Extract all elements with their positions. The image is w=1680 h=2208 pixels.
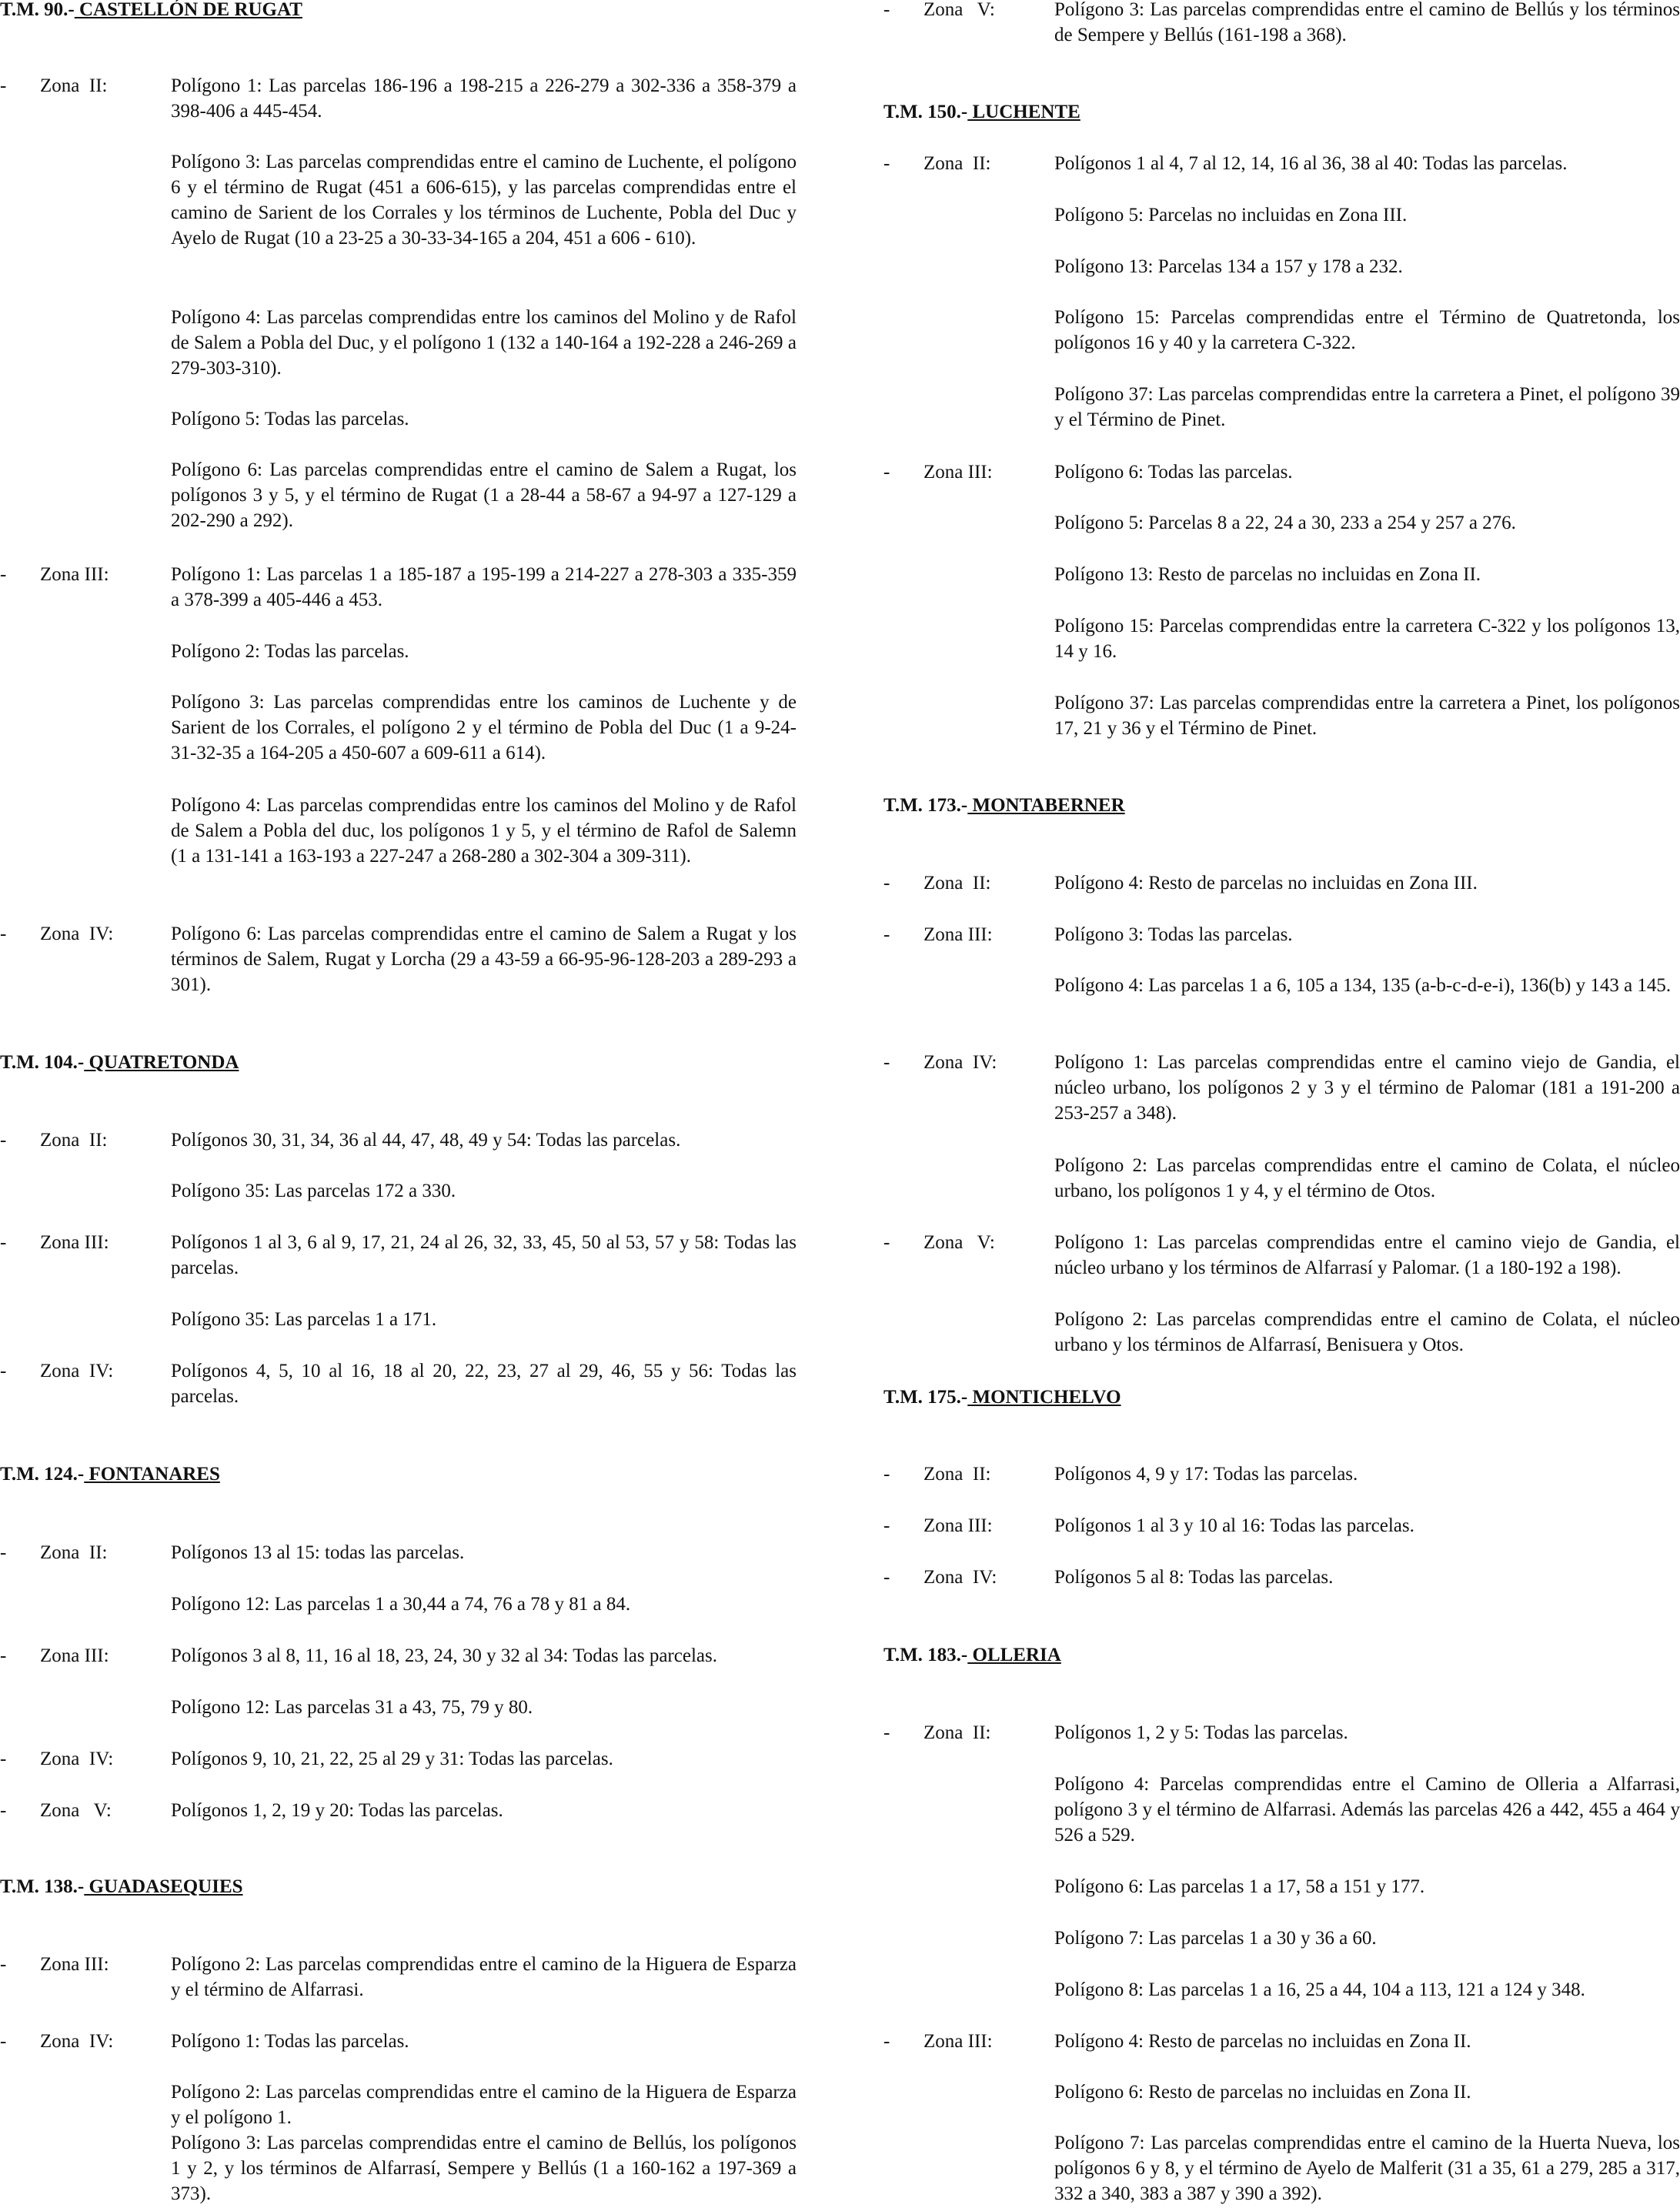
parcel-paragraph: Polígono 3: Las parcelas comprendidas entre el camino de Bellús, los polígonos 1 y 2, y los términos de Alfarrasí, Sempere y Bellús (1 a 160-162 a 197-369 a 373). [171,2133,797,2204]
parcel-paragraph: Polígono 7: Las parcelas comprendidas entre el camino de la Huerta Nueva, los polígonos 6 y 8, y el término de Ayelo de Malferit (31 a 35, 61 a 279, 285 a 317, 332 a 340, 383 a 387 y 390 a 392). [1054,2133,1680,2204]
parcel-paragraph: Polígono 2: Las parcelas comprendidas entre el camino de la Higuera de Esparza y el término de Alfarrasi. [171,1954,797,2000]
parcel-paragraph: Polígonos 1, 2, 19 y 20: Todas las parcelas. [171,1800,503,1821]
zone-label: Zona V: [923,1232,995,1253]
list-dash: - [0,75,7,96]
zone-label: Zona IV: [923,1567,997,1588]
parcel-paragraph: Polígonos 13 al 15: todas las parcelas. [171,1542,465,1563]
parcel-paragraph: Polígono 13: Resto de parcelas no incluidas en Zona II. [1054,564,1481,585]
section-number: T.M. 138.- [0,1876,85,1897]
list-dash: - [883,0,890,20]
parcel-paragraph: Polígono 3: Todas las parcelas. [1054,924,1293,945]
list-dash: - [883,873,890,894]
list-dash: - [883,153,890,174]
list-dash: - [883,924,890,945]
parcel-paragraph: Polígonos 1 al 3, 6 al 9, 17, 21, 24 al 26, 32, 33, 45, 50 al 53, 57 y 58: Todas las parcelas. [171,1232,797,1278]
zone-label: Zona III: [40,1232,109,1253]
zone-label: Zona II: [923,1722,991,1743]
zone-label: Zona IV: [40,1749,114,1769]
zone-label: Zona IV: [40,924,114,944]
section-number: T.M. 175.- [883,1387,968,1408]
zone-label: Zona III: [923,1515,993,1536]
list-dash: - [0,1749,7,1769]
list-dash: - [0,1800,7,1821]
section-name: CASTELLÓN DE RUGAT [74,0,302,20]
zone-label: Zona II: [40,1130,108,1151]
parcel-paragraph: Polígono 15: Parcelas comprendidas entre la carretera C-322 y los polígonos 13, 14 y 16. [1054,616,1680,662]
zone-label: Zona III: [923,462,993,483]
list-dash: - [0,1130,7,1151]
section-heading [0,1050,239,1075]
section-heading [883,793,1125,818]
list-dash: - [0,1232,7,1253]
section-heading [883,1385,1121,1410]
zone-label: Zona III: [40,564,109,585]
section-heading [0,0,302,22]
section-heading [883,1642,1061,1668]
zone-label: Zona II: [923,1464,991,1485]
zone-label: Zona II: [40,75,108,96]
parcel-paragraph: Polígono 1: Las parcelas comprendidas entre el camino viejo de Gandia, el núcleo urbano y los términos de Alfarrasí y Palomar. (1 a 180-192 a 198). [1054,1232,1680,1278]
zone-label: Zona IV: [40,2031,114,2052]
section-number: T.M. 150.- [883,102,968,122]
parcel-paragraph: Polígono 5: Parcelas no incluidas en Zona III. [1054,205,1408,225]
parcel-paragraph: Polígono 1: Las parcelas 186-196 a 198-215 a 226-279 a 302-336 a 358-379 a 398-406 a 445-454. [171,75,797,122]
zone-label: Zona III: [40,1954,109,1975]
list-dash: - [0,564,7,585]
parcel-paragraph: Polígonos 4, 9 y 17: Todas las parcelas. [1054,1464,1358,1485]
section-heading [0,1461,220,1487]
zone-label: Zona II: [923,153,991,174]
section-name: OLLERIA [967,1645,1061,1665]
parcel-paragraph: Polígono 3: Las parcelas comprendidas entre el camino de Luchente, el polígono 6 y el término de Rugat (451 a 606-615), y las parcelas comprendidas entre el camino de Sarient de los Corrales y los términos de Luchente, Pobla del Duc y Ayelo de Rugat (10 a 23-25 a 30-33-34-165 a 204, 451 a 606 - 610). [171,152,797,249]
section-name: GUADASEQUIES [84,1876,243,1897]
zone-label: Zona III: [923,924,993,945]
section-number: T.M. 124.- [0,1464,85,1485]
list-dash: - [0,1542,7,1563]
section-number: T.M. 104.- [0,1052,85,1073]
parcel-paragraph: Polígono 8: Las parcelas 1 a 16, 25 a 44, 104 a 113, 121 a 124 y 348. [1054,1979,1585,2000]
list-dash: - [0,2031,7,2052]
parcel-paragraph: Polígono 1: Las parcelas 1 a 185-187 a 195-199 a 214-227 a 278-303 a 335-359 a 378-399 a 405-446 a 453. [171,564,797,610]
parcel-paragraph: Polígono 4: Las parcelas comprendidas entre los caminos del Molino y de Rafol de Salem a Pobla del duc, los polígonos 1 y 5, y el término de Rafol de Salemn (1 a 131-141 a 163-193 a 227-247 a 268-280 a 302-304 a 309-311). [171,795,797,867]
parcel-paragraph: Polígono 13: Parcelas 134 a 157 y 178 a 232. [1054,256,1403,277]
zone-label: Zona II: [40,1542,108,1563]
section-name: LUCHENTE [967,102,1080,122]
list-dash: - [883,1232,890,1253]
parcel-paragraph: Polígono 5: Parcelas 8 a 22, 24 a 30, 233 a 254 y 257 a 276. [1054,513,1516,533]
parcel-paragraph: Polígonos 1 al 3 y 10 al 16: Todas las parcelas. [1054,1515,1414,1536]
parcel-paragraph: Polígono 6: Resto de parcelas no incluidas en Zona II. [1054,2082,1471,2103]
parcel-paragraph: Polígonos 1, 2 y 5: Todas las parcelas. [1054,1722,1348,1743]
section-name: MONTABERNER [967,795,1125,816]
parcel-paragraph: Polígono 1: Las parcelas comprendidas entre el camino viejo de Gandia, el núcleo urbano, los polígonos 2 y 3 y el término de Palomar (181 a 191-200 a 253-257 a 348). [1054,1052,1680,1124]
list-dash: - [0,924,7,944]
parcel-paragraph: Polígono 37: Las parcelas comprendidas entre la carretera a Pinet, el polígono 39 y el Término de Pinet. [1054,384,1680,430]
zone-label: Zona V: [40,1800,112,1821]
parcel-paragraph: Polígono 2: Todas las parcelas. [171,641,409,662]
parcel-paragraph: Polígono 37: Las parcelas comprendidas entre la carretera a Pinet, los polígonos 17, 21 y 36 y el Término de Pinet. [1054,693,1680,739]
list-dash: - [0,1361,7,1381]
section-heading [0,1874,243,1899]
zone-label: Zona IV: [923,1052,997,1073]
parcel-paragraph: Polígono 35: Las parcelas 172 a 330. [171,1181,456,1201]
parcel-paragraph: Polígonos 4, 5, 10 al 16, 18 al 20, 22, 23, 27 al 29, 46, 55 y 56: Todas las parcelas. [171,1361,797,1407]
parcel-paragraph: Polígonos 5 al 8: Todas las parcelas. [1054,1567,1334,1588]
section-name: MONTICHELVO [967,1387,1121,1408]
section-name: FONTANARES [84,1464,220,1485]
parcel-paragraph: Polígono 12: Las parcelas 31 a 43, 75, 79 y 80. [171,1697,533,1718]
section-heading [883,99,1080,125]
list-dash: - [0,1645,7,1666]
list-dash: - [0,1954,7,1975]
parcel-paragraph: Polígono 3: Las parcelas comprendidas entre los caminos de Luchente y de Sarient de los Corrales, el polígono 2 y el término de Pobla del Duc (1 a 9-24-31-32-35 a 164-205 a 450-607 a 609-611 a 614). [171,692,797,763]
parcel-paragraph: Polígono 2: Las parcelas comprendidas entre el camino de Colata, el núcleo urbano, los polígonos 1 y 4, y el término de Otos. [1054,1155,1680,1201]
zone-label: Zona IV: [40,1361,114,1381]
list-dash: - [883,2031,890,2052]
section-number: T.M. 183.- [883,1645,968,1665]
section-number: T.M. 173.- [883,795,968,816]
parcel-paragraph: Polígono 6: Las parcelas comprendidas entre el camino de Salem a Rugat, los polígonos 3 y 5, y el término de Rugat (1 a 28-44 a 58-67 a 94-97 a 127-129 a 202-290 a 292). [171,459,797,531]
list-dash: - [883,1464,890,1485]
parcel-paragraph: Polígono 4: Las parcelas 1 a 6, 105 a 134, 135 (a-b-c-d-e-i), 136(b) y 143 a 145. [1054,975,1672,996]
section-number: T.M. 90.- [0,0,75,20]
list-dash: - [883,1515,890,1536]
list-dash: - [883,462,890,483]
parcel-paragraph: Polígono 3: Las parcelas comprendidas entre el camino de Bellús y los términos de Sempere y Bellús (161-198 a 368). [1054,0,1680,45]
parcel-paragraph: Polígono 6: Las parcelas comprendidas entre el camino de Salem a Rugat y los términos de Salem, Rugat y Lorcha (29 a 43-59 a 66-95-96-128-203 a 289-293 a 301). [171,924,797,995]
parcel-paragraph: Polígono 4: Las parcelas comprendidas entre los caminos del Molino y de Rafol de Salem a Pobla del Duc, y el polígono 1 (132 a 140-164 a 192-228 a 246-269 a 279-303-310). [171,307,797,379]
parcel-paragraph: Polígono 35: Las parcelas 1 a 171. [171,1309,437,1330]
list-dash: - [883,1052,890,1073]
parcel-paragraph: Polígono 6: Las parcelas 1 a 17, 58 a 151 y 177. [1054,1876,1425,1897]
zone-label: Zona II: [923,873,991,894]
parcel-paragraph: Polígono 6: Todas las parcelas. [1054,462,1293,483]
list-dash: - [883,1567,890,1588]
zone-label: Zona III: [923,2031,993,2052]
parcel-paragraph: Polígono 7: Las parcelas 1 a 30 y 36 a 60. [1054,1928,1377,1949]
list-dash: - [883,1722,890,1743]
zone-label: Zona V: [923,0,995,20]
parcel-paragraph: Polígono 1: Todas las parcelas. [171,2031,409,2052]
parcel-paragraph: Polígono 2: Las parcelas comprendidas entre el camino de Colata, el núcleo urbano y los términos de Alfarrasí, Benisuera y Otos. [1054,1309,1680,1355]
parcel-paragraph: Polígono 4: Resto de parcelas no incluidas en Zona III. [1054,873,1478,894]
parcel-paragraph: Polígonos 9, 10, 21, 22, 25 al 29 y 31: Todas las parcelas. [171,1749,613,1769]
parcel-paragraph: Polígono 15: Parcelas comprendidas entre el Término de Quatretonda, los polígonos 16 y 40 y la carretera C-322. [1054,307,1680,353]
parcel-paragraph: Polígono 12: Las parcelas 1 a 30,44 a 74, 76 a 78 y 81 a 84. [171,1594,631,1615]
parcel-paragraph: Polígono 5: Todas las parcelas. [171,409,409,429]
parcel-paragraph: Polígonos 1 al 4, 7 al 12, 14, 16 al 36, 38 al 40: Todas las parcelas. [1054,153,1568,174]
zone-label: Zona III: [40,1645,109,1666]
parcel-paragraph: Polígono 4: Resto de parcelas no incluidas en Zona II. [1054,2031,1471,2052]
parcel-paragraph: Polígono 4: Parcelas comprendidas entre el Camino de Olleria a Alfarrasi, polígono 3 y el término de Alfarrasi. Además las parcelas 426 a 442, 455 a 464 y 526 a 529. [1054,1774,1680,1846]
parcel-paragraph: Polígonos 3 al 8, 11, 16 al 18, 23, 24, 30 y 32 al 34: Todas las parcelas. [171,1645,717,1666]
parcel-paragraph: Polígono 2: Las parcelas comprendidas entre el camino de la Higuera de Esparza y el polígono 1. [171,2082,797,2128]
section-name: QUATRETONDA [84,1052,239,1073]
parcel-paragraph: Polígonos 30, 31, 34, 36 al 44, 47, 48, 49 y 54: Todas las parcelas. [171,1130,681,1151]
